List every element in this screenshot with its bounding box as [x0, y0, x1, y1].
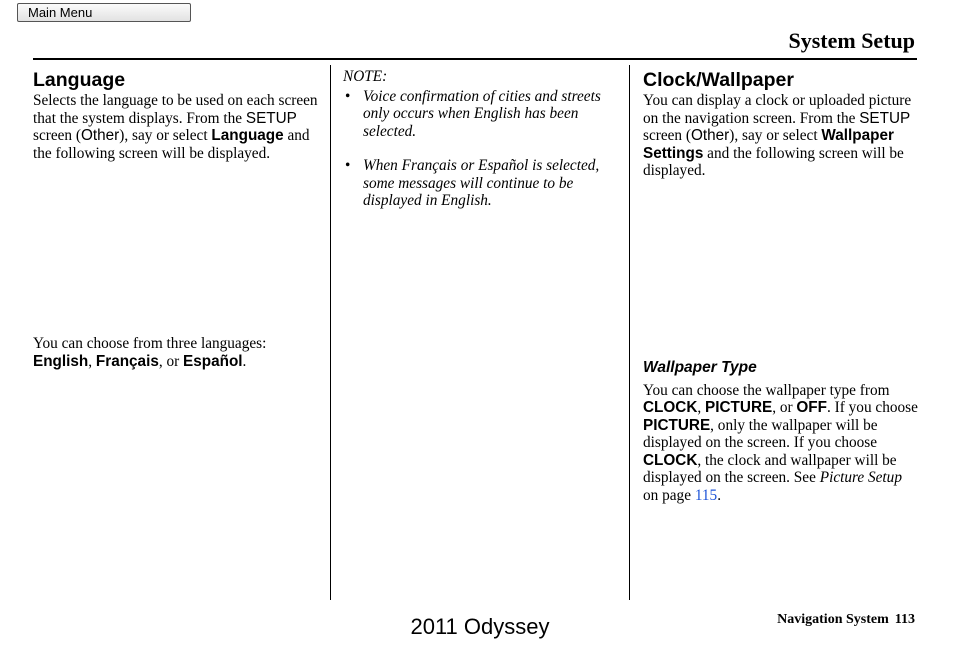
picture-setup-ref: Picture Setup [819, 469, 902, 486]
page-number: 113 [894, 612, 915, 627]
clock-option: CLOCK [643, 451, 698, 469]
note-item: • When Français or Español is selected, some messages will continue to be displayed in English. [343, 157, 621, 210]
screen-image-placeholder [33, 162, 318, 335]
note-list [343, 88, 621, 210]
francais-option: Français [95, 352, 159, 370]
picture-option: PICTURE [643, 416, 711, 434]
page-title: System Setup [788, 28, 915, 53]
wallpaper-type-description: You can choose the wallpaper type from CLOCK, PICTURE, or OFF. If you choose PICTURE, only the wallpaper will be displayed on the screen. If you choose CLOCK, the clock and wallpaper will be displayed on the screen. See Picture Setup on page 115. [643, 381, 918, 504]
column-divider-1 [330, 65, 331, 600]
language-heading: Language [33, 69, 126, 91]
other-option-ref: Other [690, 127, 730, 144]
clock-wallpaper-heading: Clock/Wallpaper [643, 69, 794, 91]
clock-option: CLOCK [643, 399, 698, 416]
note-title: NOTE: [343, 68, 388, 85]
note-item: • Voice confirmation of cities and streets only occurs when English has been selected. [343, 88, 621, 141]
other-option-ref: Other [80, 127, 120, 144]
watermark: 2011 Odyssey [410, 614, 550, 639]
wallpaper-settings-ref: Wallpaper Settings [643, 127, 894, 162]
note-column [343, 68, 621, 210]
picture-option: PICTURE [705, 399, 773, 416]
language-option-ref: Language [211, 127, 284, 144]
language-column [33, 68, 318, 370]
header-divider [33, 58, 917, 60]
page-115-link[interactable]: 115 [694, 486, 718, 504]
footer-label: Navigation System [777, 612, 889, 627]
english-option: English [33, 352, 89, 370]
language-description: Selects the language to be used on each screen that the system displays. From the SETUP screen (Other), say or select Language and the following screen will be displayed. [33, 92, 318, 162]
language-choices: You can choose from three languages: English, Français, or Español. [33, 335, 267, 370]
setup-screen-ref: SETUP [859, 109, 911, 127]
column-divider-2 [629, 65, 630, 600]
espanol-option: Español [183, 352, 243, 370]
clock-description: You can display a clock or uploaded picture on the navigation screen. From the SETUP screen (Other), say or select Wallpaper Settings and the following screen will be displayed. [643, 92, 912, 179]
screen-image-placeholder [643, 180, 918, 357]
wallpaper-type-heading: Wallpaper Type [643, 358, 757, 376]
main-menu-button[interactable]: Main Menu [17, 3, 191, 22]
off-option: OFF [796, 399, 827, 416]
clock-column [643, 68, 918, 504]
setup-screen-ref: SETUP [245, 109, 297, 127]
